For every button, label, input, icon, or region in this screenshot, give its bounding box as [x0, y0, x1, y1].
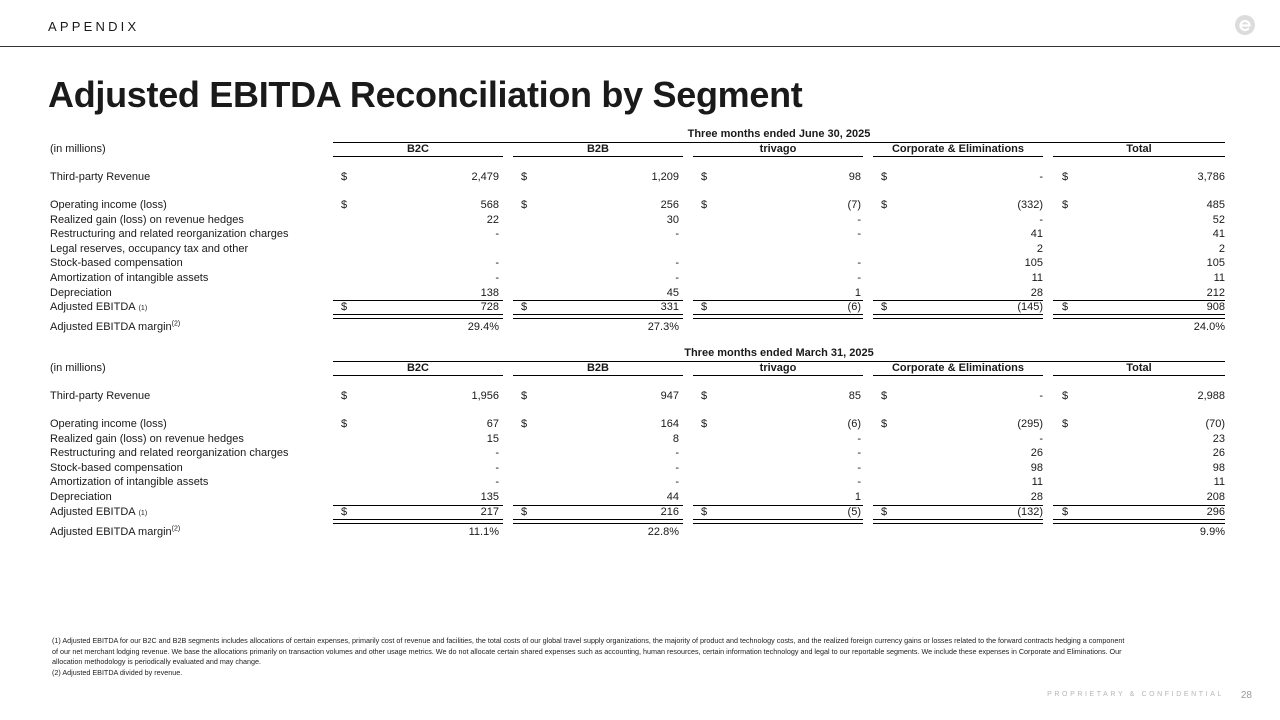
- row-label: [50, 256, 183, 270]
- row-label-text: Third-party Revenue: [50, 171, 151, 183]
- cell-value: -: [675, 476, 679, 489]
- currency-symbol: $: [881, 390, 888, 402]
- row-label-text: Amortization of intangible assets: [50, 272, 209, 284]
- currency-symbol: $: [1062, 199, 1069, 211]
- row-label: [50, 300, 147, 316]
- cell-value: -: [857, 228, 861, 241]
- row-label-text: Legal reserves, occupancy tax and other: [50, 242, 249, 255]
- row-label: [50, 475, 208, 489]
- cell-value: -: [675, 228, 679, 241]
- row-label: [50, 505, 147, 521]
- total-double-rule: [1053, 314, 1225, 319]
- currency-symbol: $: [1062, 418, 1069, 430]
- currency-symbol: $: [701, 199, 708, 211]
- cell-value: 3,786: [1197, 171, 1225, 183]
- footnote-ref: (1): [138, 305, 148, 313]
- row-label-text: Stock-based compensation: [50, 461, 183, 474]
- cell-value: 24.0%: [1193, 321, 1225, 334]
- row-label-text: Operating income (loss): [50, 418, 167, 430]
- row-label-text: Adjusted EBITDA: [50, 301, 136, 314]
- cell-value: -: [495, 228, 499, 241]
- cell-value: 1: [854, 286, 861, 299]
- cell-value: 2: [1036, 242, 1043, 255]
- total-double-rule: [873, 519, 1043, 524]
- cell-value: 15: [486, 432, 499, 445]
- cell-value: (6): [847, 301, 861, 314]
- currency-symbol: $: [881, 301, 888, 314]
- currency-symbol: $: [521, 505, 528, 518]
- row-label-text: Adjusted EBITDA margin: [50, 525, 172, 538]
- currency-symbol: $: [881, 418, 888, 430]
- row-label-text: Adjusted EBITDA: [50, 505, 136, 518]
- cell-value: (70): [1205, 418, 1225, 430]
- currency-symbol: $: [521, 199, 528, 211]
- cell-value: 22: [486, 213, 499, 226]
- cell-value: 11: [1213, 476, 1225, 489]
- cell-value: 217: [480, 505, 499, 518]
- cell-value: 85: [848, 390, 861, 402]
- column-header-3: trivago: [693, 142, 863, 157]
- column-header-3: trivago: [693, 361, 863, 376]
- cell-value: -: [857, 213, 861, 226]
- total-double-rule: [513, 519, 683, 524]
- cell-value: 8: [672, 432, 679, 445]
- cell-value: -: [1039, 213, 1043, 226]
- cell-value: -: [495, 272, 499, 284]
- cell-value: 98: [1030, 461, 1043, 474]
- currency-symbol: $: [1062, 505, 1069, 518]
- cell-value: 331: [660, 301, 679, 314]
- row-label-text: Realized gain (loss) on revenue hedges: [50, 432, 244, 445]
- cell-value: 98: [1212, 461, 1225, 474]
- currency-symbol: $: [701, 418, 708, 430]
- header-divider: [0, 46, 1280, 47]
- total-double-rule: [693, 519, 863, 524]
- total-double-rule: [333, 519, 503, 524]
- cell-value: 98: [848, 171, 861, 183]
- cell-value: 216: [660, 505, 679, 518]
- currency-symbol: $: [881, 199, 888, 211]
- row-label-text: Depreciation: [50, 491, 112, 503]
- currency-symbol: $: [701, 171, 708, 183]
- cell-value: 41: [1212, 228, 1225, 241]
- cell-value: 28: [1030, 286, 1043, 299]
- row-label: [50, 227, 288, 241]
- cell-value: 30: [666, 213, 679, 226]
- cell-value: 27.3%: [647, 321, 679, 334]
- cell-value: 212: [1206, 286, 1225, 299]
- currency-symbol: $: [701, 390, 708, 402]
- row-label-text: Adjusted EBITDA margin: [50, 321, 172, 334]
- section-label: APPENDIX: [48, 19, 140, 34]
- currency-symbol: $: [1062, 171, 1069, 183]
- cell-value: 26: [1030, 447, 1043, 460]
- cell-value: -: [675, 272, 679, 284]
- cell-value: 908: [1206, 301, 1225, 314]
- currency-symbol: $: [521, 301, 528, 314]
- column-header-5: Total: [1053, 142, 1225, 157]
- row-label: [50, 525, 180, 539]
- cell-value: 947: [660, 390, 679, 402]
- row-label-text: Third-party Revenue: [50, 390, 151, 402]
- row-label-text: Amortization of intangible assets: [50, 476, 209, 489]
- cell-value: 2: [1218, 242, 1225, 255]
- row-label: [50, 198, 167, 212]
- footnote-1: (1) Adjusted EBITDA for our B2C and B2B segments includes allocations of certain expenses, primarily cost of revenue and facilities, the total costs of our global travel supply organizations, the majority of product and technology costs, and the realized foreign currency gains or losses related to the forward contracts hedging a component of our net merchant lodging revenue. We base the allocations primarily on transaction volumes and other usage metrics. We do not allocate certain shared expenses such as accounting, human resources, certain information technology and legal to our reportable segments. We include these expenses in Corporate and Eliminations. Our allocation methodology is periodically evaluated and may change.: [52, 636, 1125, 666]
- confidential-label: PROPRIETARY & CONFIDENTIAL: [1047, 691, 1224, 698]
- cell-value: -: [857, 272, 861, 284]
- row-label: [50, 320, 180, 334]
- currency-symbol: $: [701, 301, 708, 314]
- cell-value: 568: [480, 199, 499, 211]
- row-label: [50, 417, 167, 431]
- cell-value: 44: [666, 491, 679, 503]
- cell-value: (145): [1017, 301, 1043, 314]
- footnote-ref: (2): [171, 320, 181, 328]
- currency-symbol: $: [521, 390, 528, 402]
- cell-value: 138: [480, 286, 499, 299]
- cell-value: 28: [1030, 491, 1043, 503]
- cell-value: 22.8%: [647, 525, 679, 538]
- column-header-4: Corporate & Eliminations: [873, 361, 1043, 376]
- cell-value: (295): [1017, 418, 1043, 430]
- cell-value: -: [1039, 171, 1043, 183]
- currency-symbol: $: [521, 418, 528, 430]
- cell-value: 135: [480, 491, 499, 503]
- currency-symbol: $: [341, 199, 348, 211]
- footnote-ref: (1): [138, 509, 148, 517]
- units-label: (in millions): [50, 362, 106, 374]
- cell-value: 29.4%: [467, 321, 499, 334]
- cell-value: -: [857, 432, 861, 445]
- cell-value: -: [495, 461, 499, 474]
- row-label: [50, 242, 248, 256]
- row-label: [50, 432, 244, 446]
- column-header-2: B2B: [513, 142, 683, 157]
- row-label-text: Realized gain (loss) on revenue hedges: [50, 213, 244, 226]
- row-label: [50, 461, 183, 475]
- currency-symbol: $: [341, 301, 348, 314]
- row-label: [50, 286, 112, 300]
- units-label: (in millions): [50, 143, 106, 155]
- cell-value: 256: [660, 199, 679, 211]
- column-header-1: B2C: [333, 361, 503, 376]
- currency-symbol: $: [1062, 301, 1069, 314]
- row-label-text: Operating income (loss): [50, 199, 167, 211]
- cell-value: 164: [660, 418, 679, 430]
- column-header-5: Total: [1053, 361, 1225, 376]
- cell-value: -: [675, 461, 679, 474]
- column-header-2: B2B: [513, 361, 683, 376]
- row-label: [50, 446, 288, 460]
- period-header: Three months ended June 30, 2025: [687, 128, 871, 140]
- company-logo-icon: [1234, 14, 1256, 36]
- footnote-ref: (2): [171, 524, 181, 532]
- cell-value: 1,956: [471, 390, 499, 402]
- cell-value: (7): [847, 199, 861, 211]
- cell-value: -: [857, 461, 861, 474]
- cell-value: -: [495, 476, 499, 489]
- cell-value: -: [675, 447, 679, 460]
- row-label: [50, 389, 150, 403]
- currency-symbol: $: [521, 171, 528, 183]
- currency-symbol: $: [1062, 390, 1069, 402]
- cell-value: -: [675, 257, 679, 270]
- row-label: [50, 213, 244, 227]
- currency-symbol: $: [341, 505, 348, 518]
- currency-symbol: $: [341, 418, 348, 430]
- row-label: [50, 271, 208, 285]
- cell-value: 11: [1031, 476, 1043, 489]
- cell-value: 485: [1206, 199, 1225, 211]
- footnote-2: (2) Adjusted EBITDA divided by revenue.: [52, 667, 183, 677]
- page-number: 28: [1240, 690, 1252, 701]
- currency-symbol: $: [341, 171, 348, 183]
- row-label-text: Restructuring and related reorganization charges: [50, 447, 289, 460]
- cell-value: 296: [1206, 505, 1225, 518]
- cell-value: (332): [1017, 199, 1043, 211]
- total-double-rule: [333, 314, 503, 319]
- page-title: Adjusted EBITDA Reconciliation by Segment: [48, 74, 803, 115]
- cell-value: (5): [847, 505, 861, 518]
- cell-value: (6): [847, 418, 861, 430]
- cell-value: 67: [486, 418, 499, 430]
- total-double-rule: [1053, 519, 1225, 524]
- currency-symbol: $: [341, 390, 348, 402]
- cell-value: 1: [854, 491, 861, 503]
- cell-value: 11.1%: [468, 525, 499, 538]
- cell-value: 1,209: [651, 171, 679, 183]
- cell-value: 45: [666, 286, 679, 299]
- column-header-1: B2C: [333, 142, 503, 157]
- cell-value: -: [495, 257, 499, 270]
- total-double-rule: [873, 314, 1043, 319]
- period-header: Three months ended March 31, 2025: [684, 347, 874, 359]
- total-double-rule: [693, 314, 863, 319]
- cell-value: 105: [1024, 257, 1043, 270]
- cell-value: -: [495, 447, 499, 460]
- cell-value: 11: [1031, 272, 1043, 284]
- currency-symbol: $: [881, 505, 888, 518]
- cell-value: 9.9%: [1199, 525, 1225, 538]
- row-label-text: Depreciation: [50, 286, 112, 299]
- cell-value: 105: [1206, 257, 1225, 270]
- row-label-text: Stock-based compensation: [50, 257, 183, 270]
- cell-value: 208: [1206, 491, 1225, 503]
- currency-symbol: $: [881, 171, 888, 183]
- cell-value: (132): [1017, 505, 1043, 518]
- row-label-text: Restructuring and related reorganization charges: [50, 228, 289, 241]
- cell-value: 2,988: [1197, 390, 1225, 402]
- cell-value: -: [857, 447, 861, 460]
- cell-value: 41: [1030, 228, 1043, 241]
- row-label: [50, 490, 112, 504]
- cell-value: 2,479: [471, 171, 499, 183]
- cell-value: -: [1039, 432, 1043, 445]
- cell-value: 11: [1213, 272, 1225, 284]
- cell-value: -: [857, 476, 861, 489]
- cell-value: -: [857, 257, 861, 270]
- cell-value: 52: [1212, 213, 1225, 226]
- cell-value: 26: [1212, 447, 1225, 460]
- column-header-4: Corporate & Eliminations: [873, 142, 1043, 157]
- cell-value: 23: [1212, 432, 1225, 445]
- total-double-rule: [513, 314, 683, 319]
- row-label: [50, 170, 150, 184]
- currency-symbol: $: [701, 505, 708, 518]
- footnotes: [52, 636, 1132, 678]
- cell-value: 728: [480, 301, 499, 314]
- cell-value: -: [1039, 390, 1043, 402]
